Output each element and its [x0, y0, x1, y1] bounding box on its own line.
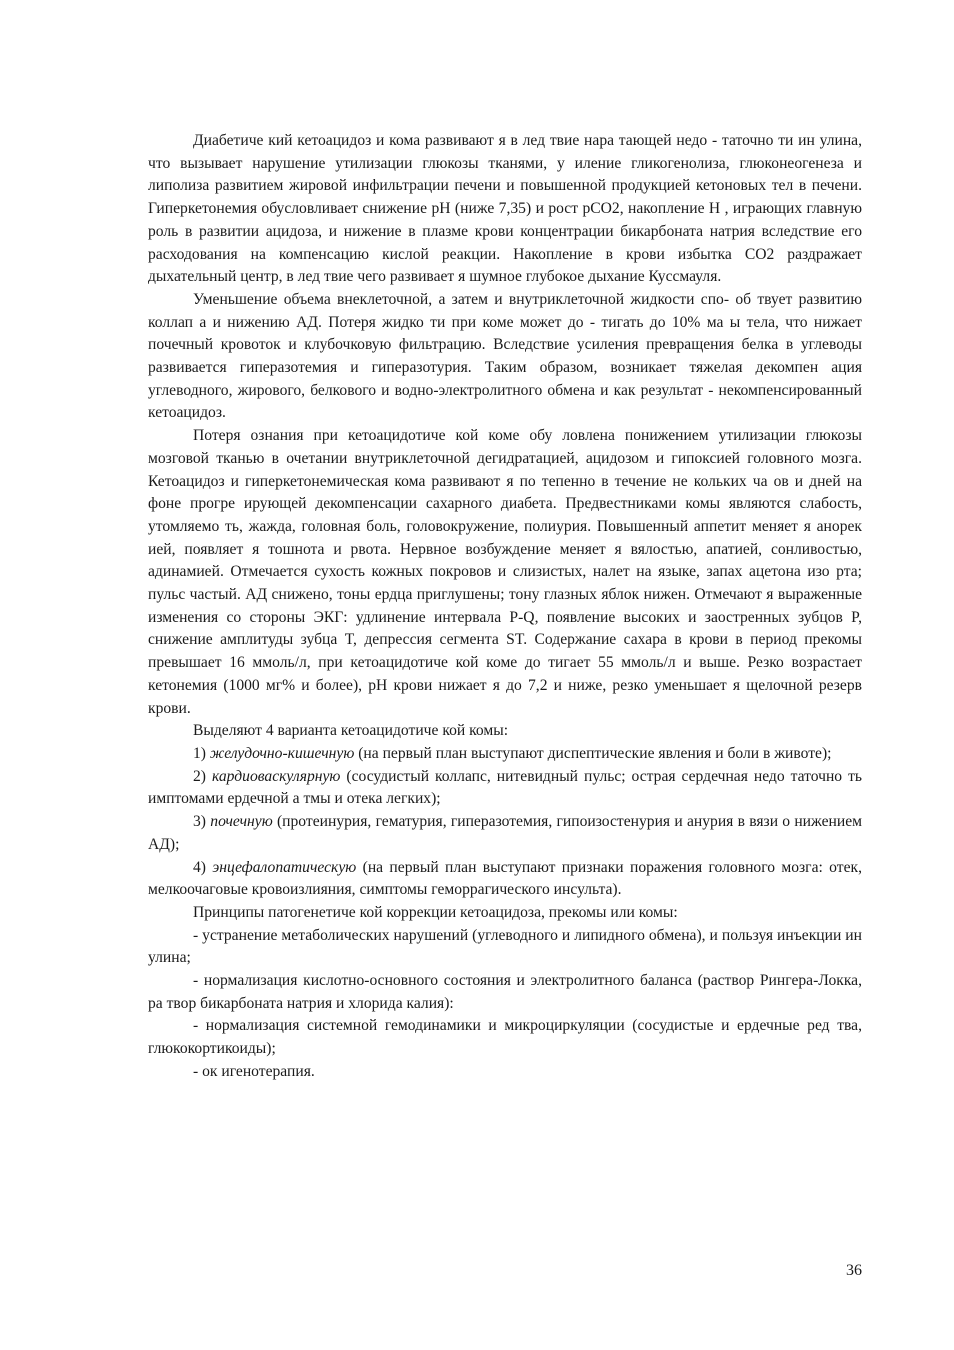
variant-description: (протеинурия, гематурия, гиперазотемия, гипоизостенурия и анурия в вязи о нижением АД); [148, 813, 862, 853]
paragraph-consciousness-loss: Потеря ознания при кетоацидотиче кой коме обу ловлена понижением утилизации глюкозы мозговой тканью в очетании внутриклеточной дегидратацией, ацидозом и гипоксией головного мозга. Кетоацидоз и гиперкетонемическая кома развивают я по тепенно в течение не кольких ча ов и дней на фоне прогре ирующей декомпенсации сахарного диабета. Предвестниками комы являются слабость, утомляемо ть, жажда, головная боль, головокружение, полиурия. Повышенный аппетит меняет я анорек ией, появляет я тошнота и рвота. Нервное возбуждение меняет я вялостью, апатией, сонливостью, адинамией. Отмечается сухость кожных покровов и слизистых, налет на языке, запах ацетона изо рта; пульс частый. АД снижено, тоны ердца приглушены; тону глазных яблок нижен. Отмечают я выраженные изменения со стороны ЭКГ: удлинение интервала P-Q, появление высоких и заостренных зубцов P, снижение амплитуды зубца T, депрессия сегмента ST. Содержание сахара в крови в период прекомы превышает 16 ммоль/л, при кетоацидотиче кой коме до тигает 55 ммоль/л и выше. Резко возрастает кетонемия (1000 мг% и более), pH крови нижает я до 7,2 и ниже, резко уменьшает я щелочной резерв крови. [148, 427, 862, 717]
list-item-principle-1: - устранение метаболических нарушений (углеводного и липидного обмена), и пользуя инъекции ин улина; [148, 926, 862, 967]
variant-number: 1) [193, 744, 206, 762]
variant-description: (на первый план выступают признаки поражения головного мозга: отек, мелкоочаговые кровоизлияния, симптомы геморрагического инсульта). [148, 858, 862, 899]
variant-term: желудочно-кишечную [209, 744, 355, 762]
variant-term: кардиоваскулярную [211, 767, 341, 785]
list-item-principle-4: - ок игенотерапия. [193, 1062, 315, 1080]
list-item-variant-3 [148, 811, 862, 856]
variant-number: 3) [193, 813, 206, 831]
variant-number: 2) [193, 767, 206, 785]
principles-intro: Принципы патогенетиче кой коррекции кетоацидоза, прекомы или комы: [193, 903, 678, 921]
list-item-variant-1 [148, 743, 862, 766]
paragraph-ketoacidosis-pathogenesis: Диабетиче кий кетоацидоз и кома развивают я в лед твие нара тающей недо - таточно ти ин улина, что вызывает нарушение утилизации глюкозы тканями, у иление гликогенолиза, глюконеогенеза и липолиза развитием жировой инфильтрации печени и повышенной продукцией кетоновых тел в печени. Гиперкетонемия обусловливает снижение pH (ниже 7,35) и рост pCO2, накопление H , играющих главную роль в развитии ацидоза, и нижение в плазме крови концентрации бикарбоната натрия вследствие его расходования на компенсацию кислой реакции. Накопление в крови избытка CO2 раздражает дыхательный центр, в лед твие чего развивает я шумное глубокое дыхание Куссмауля. [148, 132, 862, 286]
list-item-variant-4 [148, 857, 862, 902]
page-number: 36 [846, 1262, 862, 1279]
paragraph-fluid-loss: Уменьшение объема внеклеточной, а затем и внутриклеточной жидкости спо- об твует развитию коллап а и нижению АД. Потеря жидко ти при коме может до - тигать до 10% ма ы тела, что нижает почечный кровоток и клубочковую фильтрацию. Вследствие усиления превращения белка в углеводы развивается гиперазотемия и гиперазотурия. Таким образом, возникает тяжелая декомпен ация углеводного, жирового, белкового и водно-электролитного обмена и как результат - некомпенсированный кетоацидоз. [148, 290, 862, 422]
variant-term: энцефалопатическую [212, 858, 357, 876]
variant-description: (сосудистый коллапс, нитевидный пульс; острая сердечная недо таточно ть имптомами ердечной а тмы и отека легких); [148, 767, 862, 808]
variant-description: (на первый план выступают диспептические явления и боли в животе); [358, 744, 832, 762]
list-item-principle-3: - нормализация системной гемодинамики и микроциркуляции (сосудистые и ердечные ред тва, глюкокортикоиды); [148, 1017, 862, 1058]
list-item-principle-2: - нормализация кислотно-основного состояния и электролитного баланса (раствор Рингера-Локка, ра твор бикарбоната натрия и хлорида калия): [148, 972, 862, 1012]
paragraph-variants-intro: Выделяют 4 варианта кетоацидотиче кой комы: [193, 722, 509, 740]
page-body [148, 130, 862, 1084]
variant-number: 4) [193, 858, 206, 876]
list-item-variant-2 [148, 766, 862, 811]
variant-term: почечную [210, 813, 273, 831]
